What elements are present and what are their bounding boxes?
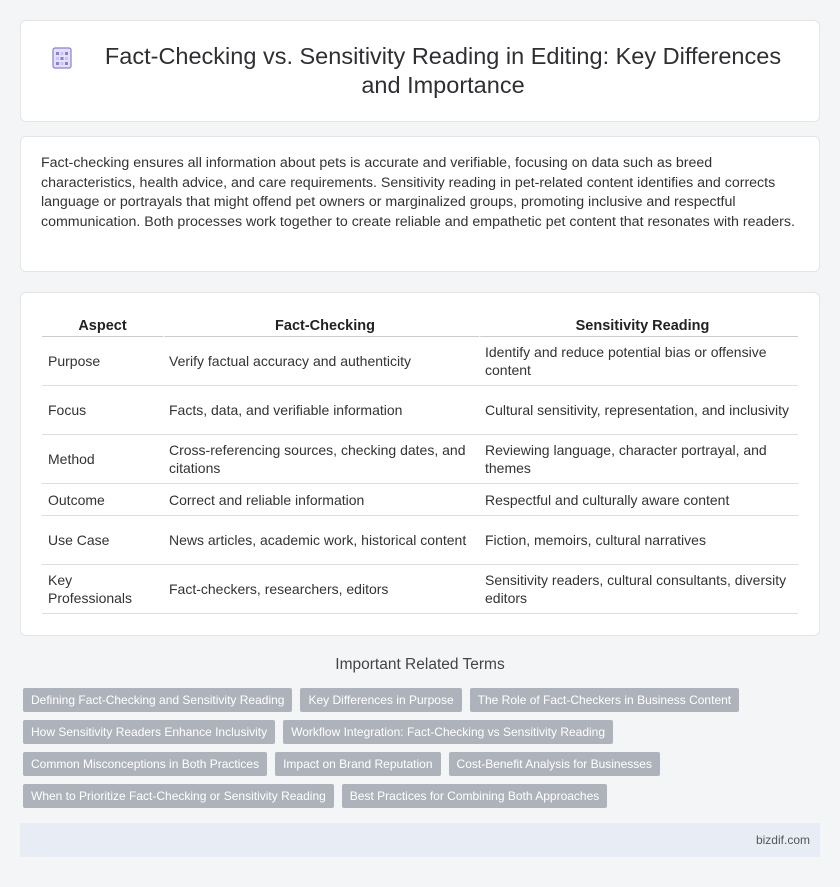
related-terms-tags [23, 688, 803, 816]
table-row [42, 565, 798, 614]
document-icon [50, 46, 74, 70]
table-cell: Facts, data, and verifiable information [163, 386, 479, 435]
table-cell: Method [42, 435, 163, 484]
related-term-tag[interactable]: Impact on Brand Reputation [275, 752, 440, 776]
related-term-tag[interactable]: Defining Fact-Checking and Sensitivity Reading [23, 688, 292, 712]
related-term-tag[interactable]: Common Misconceptions in Both Practices [23, 752, 267, 776]
table-header-row [42, 315, 798, 337]
table-cell: Purpose [42, 337, 163, 386]
header-aspect: Aspect [42, 315, 163, 337]
table-row [42, 435, 798, 484]
table-cell: Key Professionals [42, 565, 163, 614]
tag-row [23, 752, 803, 776]
table-cell: Correct and reliable information [163, 484, 479, 516]
comparison-table [42, 315, 798, 614]
table-cell: Fact-checkers, researchers, editors [163, 565, 479, 614]
related-term-tag[interactable]: When to Prioritize Fact-Checking or Sensitivity Reading [23, 784, 334, 808]
table-cell: Focus [42, 386, 163, 435]
table-row [42, 516, 798, 565]
related-term-tag[interactable]: How Sensitivity Readers Enhance Inclusivity [23, 720, 275, 744]
header-card [20, 20, 820, 122]
table-cell: Cultural sensitivity, representation, and inclusivity [479, 386, 798, 435]
intro-text: Fact-checking ensures all information about pets is accurate and verifiable, focusing on data such as breed characteristics, health advice, and care requirements. Sensitivity reading in pet-related content identifies and corrects language or portrayals that might offend pet owners or marginalized groups, promoting inclusive and respectful communication. Both processes work together to create reliable and empathetic pet content that resonates with readers. [41, 155, 795, 230]
related-term-tag[interactable]: Best Practices for Combining Both Approaches [342, 784, 607, 808]
related-terms-title: Important Related Terms [335, 656, 505, 673]
table-cell: Identify and reduce potential bias or offensive content [479, 337, 798, 386]
table-cell: Reviewing language, character portrayal, and themes [479, 435, 798, 484]
table-cell: Fiction, memoirs, cultural narratives [479, 516, 798, 565]
footer [20, 823, 820, 857]
related-term-tag[interactable]: Cost-Benefit Analysis for Businesses [449, 752, 660, 776]
related-term-tag[interactable]: The Role of Fact-Checkers in Business Content [470, 688, 739, 712]
tag-row [23, 688, 803, 712]
table-row [42, 386, 798, 435]
table-cell: Respectful and culturally aware content [479, 484, 798, 516]
table-cell: Use Case [42, 516, 163, 565]
intro-card [20, 136, 820, 272]
table-row [42, 484, 798, 516]
table-cell: Sensitivity readers, cultural consultants, diversity editors [479, 565, 798, 614]
footer-site-link[interactable]: bizdif.com [755, 833, 810, 847]
table-cell: News articles, academic work, historical content [163, 516, 479, 565]
header-fact-checking: Fact-Checking [163, 315, 479, 337]
header-sensitivity-reading: Sensitivity Reading [479, 315, 798, 337]
page-title: Fact-Checking vs. Sensitivity Reading in Editing: Key Differences and Importance [104, 43, 782, 98]
tag-row [23, 720, 803, 744]
table-cell: Cross-referencing sources, checking dates, and citations [163, 435, 479, 484]
comparison-table-card [20, 292, 820, 636]
related-term-tag[interactable]: Workflow Integration: Fact-Checking vs Sensitivity Reading [283, 720, 613, 744]
tag-row [23, 784, 803, 808]
table-cell: Outcome [42, 484, 163, 516]
table-cell: Verify factual accuracy and authenticity [163, 337, 479, 386]
table-row [42, 337, 798, 386]
related-term-tag[interactable]: Key Differences in Purpose [300, 688, 461, 712]
